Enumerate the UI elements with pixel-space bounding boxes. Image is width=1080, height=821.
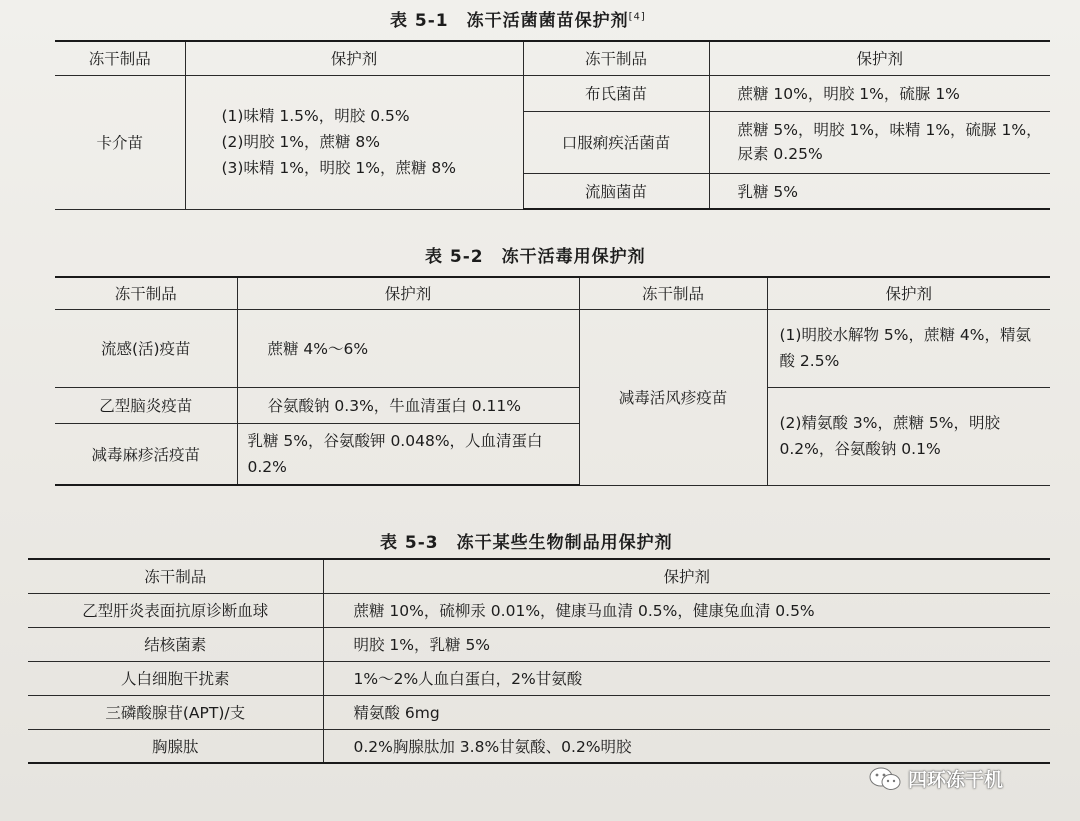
t1-bcg-name: 卡介苗: [55, 75, 185, 209]
table-5-3: [28, 558, 1050, 764]
t1-dysentery-name: 口服痢疾活菌苗: [523, 111, 709, 173]
t1-brucella-name: 布氏菌苗: [523, 75, 709, 111]
t1-header-protectant-2: 保护剂: [709, 41, 1050, 75]
t2-header-protectant-2: 保护剂: [767, 277, 1050, 309]
t2-header-product: 冻干制品: [55, 277, 237, 309]
table-row: [28, 627, 1050, 661]
watermark-text: 四环冻干机: [908, 769, 1004, 791]
t1-dysentery-protectant: 蔗糖 5%，明胶 1%，味精 1%，硫脲 1%，尿素 0.25%: [709, 111, 1050, 173]
t1-header-product-2: 冻干制品: [523, 41, 709, 75]
t2-encephalitis-name: 乙型脑炎疫苗: [55, 387, 237, 423]
t3-row-protectant: 明胶 1%，乳糖 5%: [323, 627, 1050, 661]
t3-row-name: 胸腺肽: [28, 729, 323, 763]
t2-flu-protectant: 蔗糖 4%～6%: [237, 309, 579, 387]
table-5-1-caption: 表 5-1 冻干活菌菌苗保护剂[4]: [390, 11, 646, 31]
t1-meningitis-protectant: 乳糖 5%: [709, 173, 1050, 209]
t3-row-name: 三磷酸腺苷(APT)/支: [28, 695, 323, 729]
t3-header-product: 冻干制品: [28, 559, 323, 593]
t3-row-protectant: 蔗糖 10%，硫柳汞 0.01%，健康马血清 0.5%，健康兔血清 0.5%: [323, 593, 1050, 627]
t3-row-name: 人白细胞干扰素: [28, 661, 323, 695]
table-row: [28, 661, 1050, 695]
table-row: [28, 593, 1050, 627]
table-5-2-caption: 表 5-2 冻干活毒用保护剂: [425, 247, 646, 267]
t3-header-protectant: 保护剂: [323, 559, 1050, 593]
t1-brucella-protectant: 蔗糖 10%，明胶 1%，硫脲 1%: [709, 75, 1050, 111]
t1-meningitis-name: 流脑菌苗: [523, 173, 709, 209]
table-5-2: [55, 276, 1050, 486]
table-5-3-caption: 表 5-3 冻干某些生物制品用保护剂: [380, 533, 673, 553]
t2-rubella-name: 减毒活风疹疫苗: [579, 309, 767, 485]
wechat-watermark: [868, 765, 1003, 792]
t2-measles-name: 减毒麻疹活疫苗: [55, 423, 237, 485]
t2-flu-name: 流感(活)疫苗: [55, 309, 237, 387]
wechat-icon: [868, 766, 902, 792]
t3-row-name: 乙型肝炎表面抗原诊断血球: [28, 593, 323, 627]
t2-header-protectant: 保护剂: [237, 277, 579, 309]
t2-header-product-2: 冻干制品: [579, 277, 767, 309]
t2-encephalitis-protectant: 谷氨酸钠 0.3%，牛血清蛋白 0.11%: [237, 387, 579, 423]
t2-rubella-protectant-2: (2)精氨酸 3%，蔗糖 5%，明胶 0.2%，谷氨酸钠 0.1%: [767, 387, 1050, 485]
t3-row-name: 结核菌素: [28, 627, 323, 661]
t1-header-product: 冻干制品: [55, 41, 185, 75]
table-row: [28, 695, 1050, 729]
table-row: [28, 729, 1050, 763]
t3-row-protectant: 精氨酸 6mg: [323, 695, 1050, 729]
t3-row-protectant: 0.2%胸腺肽加 3.8%甘氨酸、0.2%明胶: [323, 729, 1050, 763]
table-5-1: [55, 40, 1050, 210]
t2-rubella-protectant-1: (1)明胶水解物 5%，蔗糖 4%，精氨酸 2.5%: [767, 309, 1050, 387]
t1-bcg-protectant: (1)味精 1.5%，明胶 0.5% (2)明胶 1%，蔗糖 8% (3)味精 1%，明胶 1%，蔗糖 8%: [185, 75, 523, 209]
t3-row-protectant: 1%～2%人血白蛋白，2%甘氨酸: [323, 661, 1050, 695]
t1-header-protectant: 保护剂: [185, 41, 523, 75]
t2-measles-protectant: 乳糖 5%，谷氨酸钾 0.048%，人血清蛋白 0.2%: [237, 423, 579, 485]
